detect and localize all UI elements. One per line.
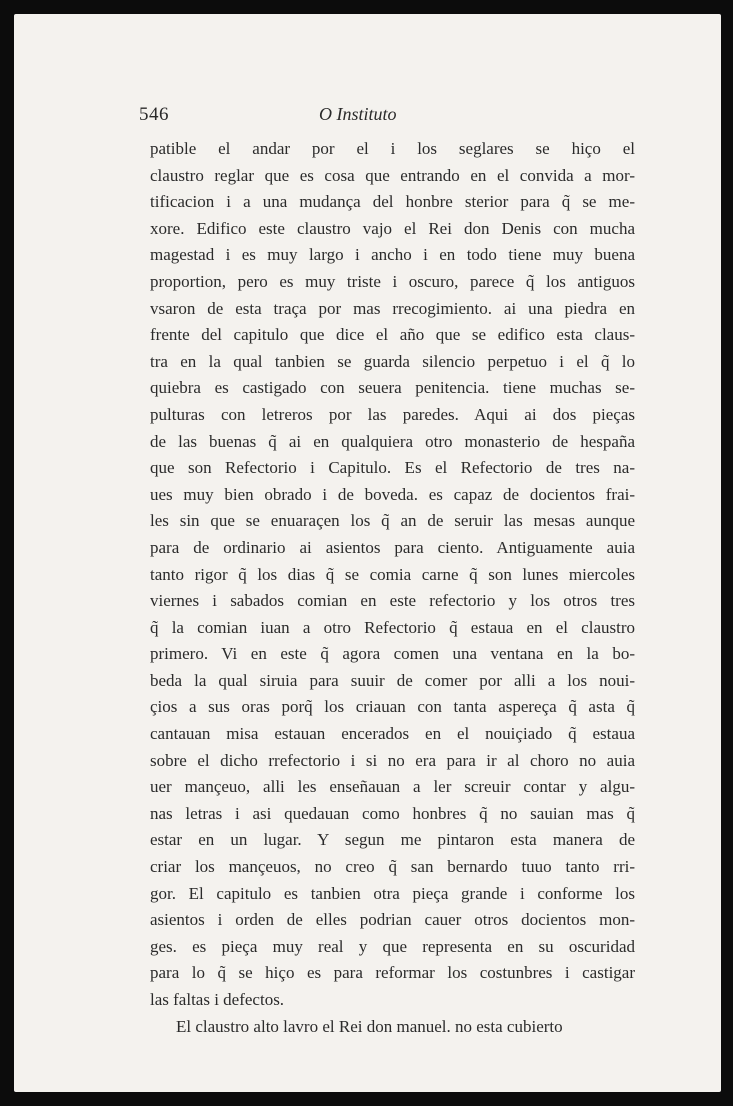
text-line: viernes i sabados comian en este refectorio y los otros tres <box>150 591 635 611</box>
text-line: frente del capitulo que dice el año que se edifico esta claus- <box>150 325 635 345</box>
text-line: que son Refectorio i Capitulo. Es el Refectorio de tres na- <box>150 458 635 478</box>
text-line: ues muy bien obrado i de boveda. es capaz de docientos frai- <box>150 484 635 504</box>
text-line: tanto rigor q̃ los dias q̃ se comia carne q̃ son lunes miercoles <box>150 564 635 584</box>
text-line: para de ordinario ai asientos para ciento. Antiguamente auia <box>150 537 635 557</box>
text-line: estar en un lugar. Y segun me pintaron esta manera de <box>150 830 635 850</box>
text-line: pulturas con letreros por las paredes. Aqui ai dos pieças <box>150 404 635 424</box>
text-line: nas letras i asi quedauan como honbres q̃ no sauian mas q̃ <box>150 803 635 823</box>
text-line: El claustro alto lavro el Rei don manuel. no esta cubierto <box>176 1016 563 1036</box>
text-line: proportion, pero es muy triste i oscuro, parece q̃ los antiguos <box>150 271 635 291</box>
text-line: vsaron de esta traça por mas rrecogimiento. ai una piedra en <box>150 298 635 318</box>
text-line: criar los mançeuos, no creo q̃ san bernardo tuuo tanto rri- <box>150 857 635 877</box>
text-line: tra en la qual tanbien se guarda silencio perpetuo i el q̃ lo <box>150 351 635 371</box>
text-line: de las buenas q̃ ai en qualquiera otro monasterio de hespaña <box>150 431 635 451</box>
page <box>14 14 721 1092</box>
text-line: xore. Edifico este claustro vajo el Rei don Denis con mucha <box>150 218 635 238</box>
text-line: gor. El capitulo es tanbien otra pieça grande i conforme los <box>150 883 635 903</box>
text-line: quiebra es castigado con seuera penitencia. tiene muchas se- <box>150 378 635 398</box>
text-line: patible el andar por el i los seglares se hiço el <box>150 139 635 158</box>
text-line: çios a sus oras porq̃ los criauan con tanta aspereça q̃ asta q̃ <box>150 697 635 717</box>
text-line: tificacion i a una mudança del honbre sterior para q̃ se me- <box>150 192 635 212</box>
text-line: les sin que se enuaraçen los q̃ an de seruir las mesas aunque <box>150 511 635 531</box>
text-line: ges. es pieça muy real y que representa en su oscuridad <box>150 936 635 956</box>
text-line: para lo q̃ se hiço es para reformar los costunbres i castigar <box>150 963 635 983</box>
body-text <box>150 136 635 1040</box>
text-line: cantauan misa estauan encerados en el nouiçiado q̃ estaua <box>150 724 635 744</box>
text-line: magestad i es muy largo i ancho i en todo tiene muy buena <box>150 245 635 265</box>
text-line: beda la qual siruia para suuir de comer por alli a los noui- <box>150 670 635 690</box>
text-line: uer mançeuo, alli les enseñauan a ler screuir contar y algu- <box>150 777 635 797</box>
text-line: las faltas i defectos. <box>150 990 285 1009</box>
text-line: sobre el dicho rrefectorio i si no era para ir al choro no auia <box>150 750 635 770</box>
running-title: O Instituto <box>319 104 397 124</box>
text-line: primero. Vi en este q̃ agora comen una ventana en la bo- <box>150 644 635 664</box>
text-line: asientos i orden de elles podrian cauer otros docientos mon- <box>150 910 635 930</box>
page-number: 546 <box>139 104 169 125</box>
text-line: claustro reglar que es cosa que entrando en el convida a mor- <box>150 165 635 185</box>
page-header <box>139 104 644 130</box>
text-line: q̃ la comian iuan a otro Refectorio q̃ estaua en el claustro <box>150 617 635 637</box>
